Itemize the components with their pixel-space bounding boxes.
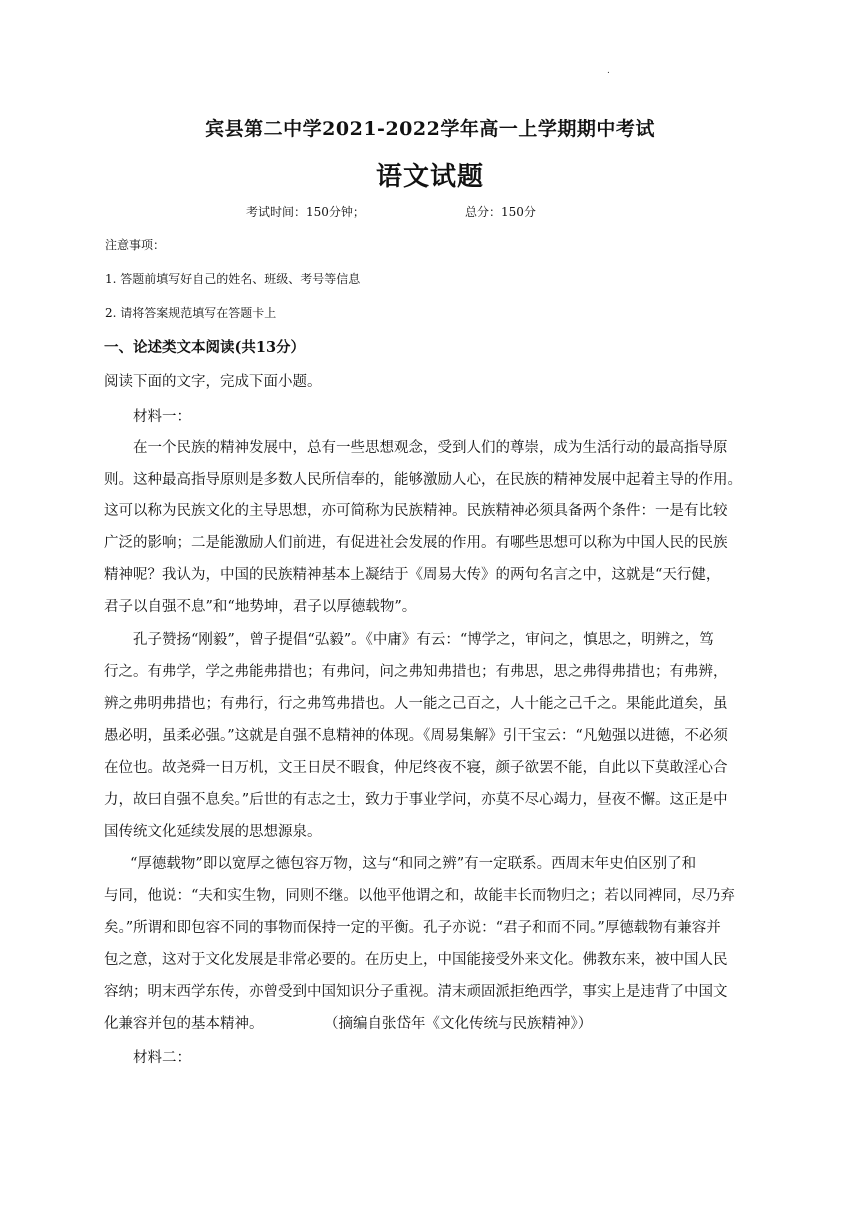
text-line: 则。这种最高指导原则是多数人民所信奉的，能够激励人心，在民族的精神发展中起着主导的作用。 (104, 472, 742, 488)
section-heading: 一、论述类文本阅读(共13分） (104, 339, 306, 356)
material1-label: 材料一： (133, 409, 191, 425)
text-line: 在位也。故尧舜一日万机，文王日昃不暇食，仲尼终夜不寝，颜子欲罢不能，自此以下莫敢淫心合 (104, 760, 728, 776)
text-line: 化兼容并包的基本精神。 (104, 1016, 264, 1032)
text-line: 这可以称为民族文化的主导思想，亦可简称为民族精神。民族精神必须具备两个条件：一是有比较 (104, 503, 728, 519)
text-line: 力，故曰自强不息矣。”后世的有志之士，致力于事业学问，亦莫不尽心竭力，昼夜不懈。这正是中 (104, 792, 728, 808)
text-line: 精神呢？我认为，中国的民族精神基本上凝结于《周易大传》的两句名言之中，这就是“天行健， (104, 567, 721, 583)
text-line: 孔子赞扬“刚毅”，曾子提倡“弘毅”。《中庸》有云：“博学之，审问之，慎思之，明辨之，笃 (133, 632, 714, 648)
material2-label: 材料二： (133, 1050, 191, 1066)
text-line: “厚德载物”即以宽厚之德包容万物，这与“和同之辨”有一定联系。西周末年史伯区别了和 (130, 856, 697, 872)
notes-heading: 注意事项： (105, 238, 166, 252)
citation: （摘编自张岱年《文化传统与民族精神》） (324, 1016, 593, 1032)
exam-time: 考试时间：150分钟； (246, 205, 365, 219)
text-line: 在一个民族的精神发展中，总有一些思想观念，受到人们的尊崇，成为生活行动的最高指导原 (133, 440, 728, 456)
corner-dot: . (607, 66, 610, 76)
subject-title: 语文试题 (375, 162, 484, 192)
text-line: 容纳；明末西学东传，亦曾受到中国知识分子重视。清末顽固派拒绝西学，事实上是违背了中国文 (104, 984, 728, 1000)
exam-title: 宾县第二中学2021-2022学年高一上学期期中考试 (205, 118, 655, 140)
text-line: 与同，他说：“夫和实生物，同则不继。以他平他谓之和，故能丰长而物归之；若以同裨同，尽乃弃 (104, 888, 735, 904)
text-line: 包之意，这对于文化发展是非常必要的。在历史上，中国能接受外来文化。佛教东来，被中国人民 (104, 952, 728, 968)
note-item: 1. 答题前填写好自己的姓名、班级、考号等信息 (105, 272, 361, 286)
text-line: 辨之弗明弗措也；有弗行，行之弗笃弗措也。人一能之己百之，人十能之己千之。果能此道矣，虽 (104, 696, 728, 712)
text-line: 广泛的影响；二是能激励人们前进，有促进社会发展的作用。有哪些思想可以称为中国人民的民族 (104, 535, 728, 551)
total-score: 总分：150分 (465, 205, 536, 219)
text-line: 行之。有弗学，学之弗能弗措也；有弗问，问之弗知弗措也；有弗思，思之弗得弗措也；有弗辨， (104, 664, 728, 680)
text-line: 愚必明，虽柔必强。”这就是自强不息精神的体现。《周易集解》引干宝云：“凡勉强以进德，不必须 (104, 728, 728, 744)
text-line: 君子以自强不息”和“地势坤，君子以厚德载物”。 (104, 599, 417, 615)
text-line: 矣。”所谓和即包容不同的事物而保持一定的平衡。孔子亦说：“君子和而不同。”厚德载物有兼容并 (104, 920, 721, 936)
text-line: 国传统文化延续发展的思想源泉。 (104, 824, 322, 840)
reading-instruction: 阅读下面的文字，完成下面小题。 (104, 374, 322, 390)
note-item: 2. 请将答案规范填写在答题卡上 (105, 306, 277, 320)
